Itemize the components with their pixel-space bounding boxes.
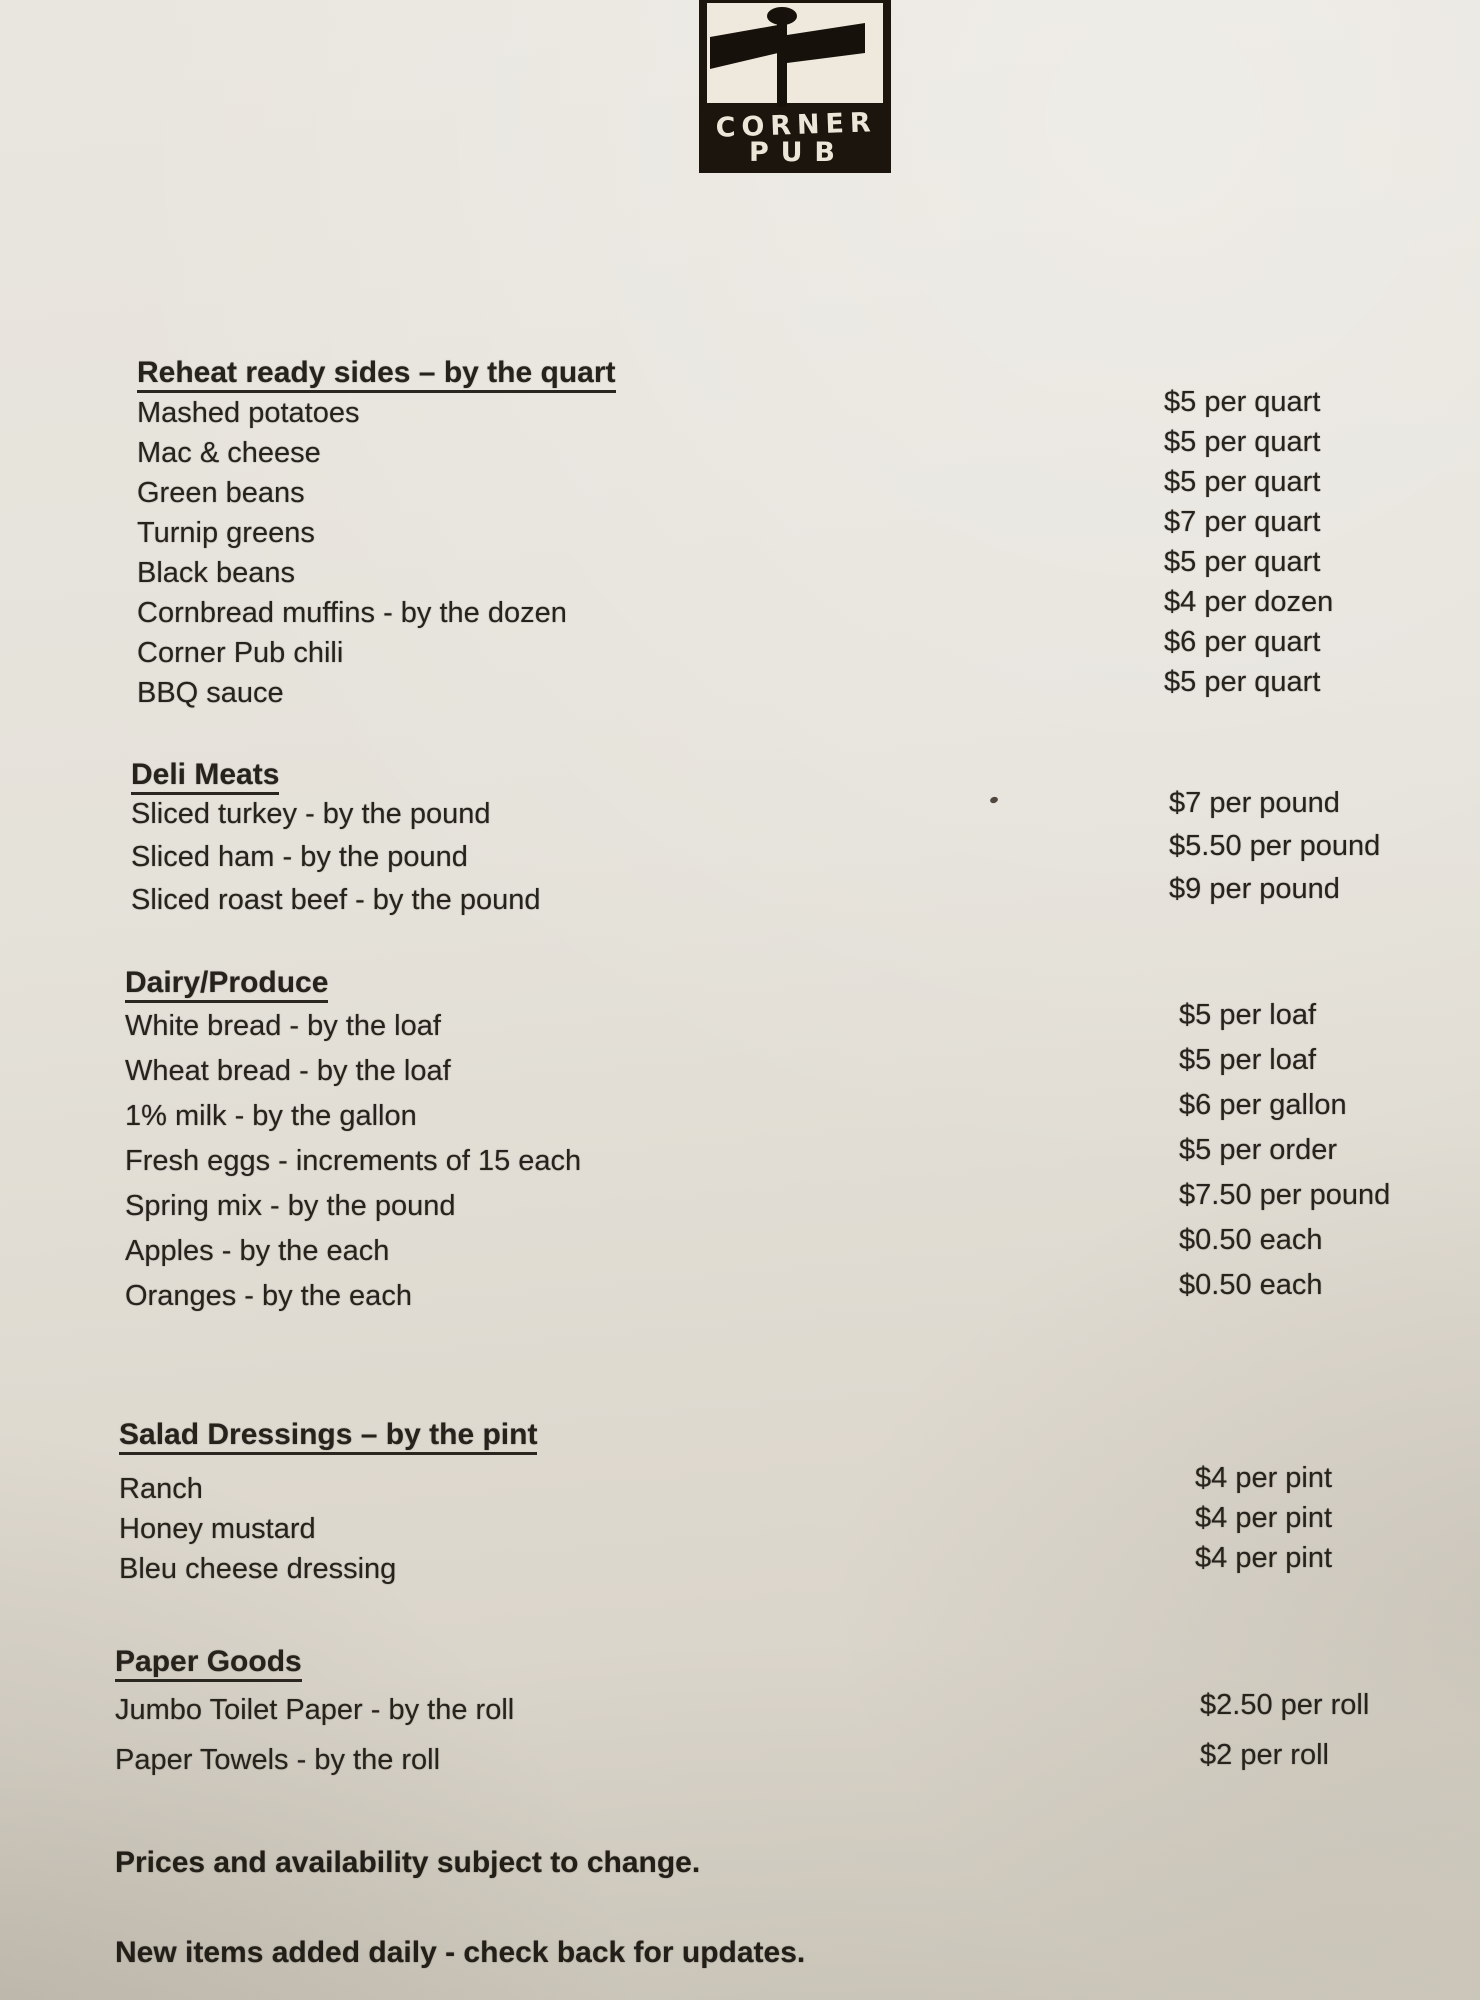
section-heading-text: Reheat ready sides – by the quart (137, 356, 616, 393)
item-name: Cornbread muffins - by the dozen (137, 597, 567, 629)
item-name: Mashed potatoes (137, 397, 360, 429)
item-name: Corner Pub chili (137, 637, 344, 669)
item-name: Sliced roast beef - by the pound (131, 884, 541, 916)
menu-item-row (0, 1689, 1480, 1744)
section-heading-text: Dairy/Produce (125, 966, 328, 1003)
item-price: $7.50 per pound (1179, 1179, 1391, 1211)
item-price: $7 per quart (1164, 506, 1321, 538)
item-price: $6 per quart (1164, 626, 1321, 658)
item-name: Spring mix - by the pound (125, 1190, 456, 1222)
menu-section (0, 356, 1480, 717)
item-name: BBQ sauce (137, 677, 284, 709)
section-heading-text: Deli Meats (131, 758, 279, 795)
item-name: Green beans (137, 477, 305, 509)
item-name: Black beans (137, 557, 295, 589)
menu-item-row (0, 1269, 1480, 1325)
logo-text-line1: CORNER (715, 107, 875, 144)
item-price: $4 per pint (1195, 1502, 1333, 1534)
item-name: Sliced ham - by the pound (131, 841, 468, 873)
section-heading-text: Salad Dressings – by the pint (119, 1418, 537, 1455)
item-name: Jumbo Toilet Paper - by the roll (115, 1694, 515, 1726)
item-price: $5.50 per pound (1169, 830, 1381, 862)
item-name: Paper Towels - by the roll (115, 1744, 441, 1776)
menu-item-row (0, 666, 1480, 717)
item-price: $2 per roll (1200, 1739, 1329, 1771)
item-price: $6 per gallon (1179, 1089, 1347, 1121)
item-price: $5 per quart (1164, 386, 1321, 418)
item-price: $5 per quart (1164, 466, 1321, 498)
menu-section (0, 966, 1480, 1325)
item-price: $4 per pint (1195, 1542, 1333, 1574)
menu-item-row (0, 873, 1480, 927)
menu-item-row (0, 1542, 1480, 1593)
section-heading-text: Paper Goods (115, 1645, 302, 1682)
item-price: $5 per quart (1164, 426, 1321, 458)
item-name: Apples - by the each (125, 1235, 390, 1267)
item-price: $5 per quart (1164, 546, 1321, 578)
footer-note-prices: Prices and availability subject to change. (115, 1846, 701, 1879)
item-name: Ranch (119, 1473, 203, 1505)
item-name: Bleu cheese dressing (119, 1553, 397, 1585)
item-price: $5 per loaf (1179, 999, 1317, 1031)
item-name: Fresh eggs - increments of 15 each (125, 1145, 582, 1177)
item-name: Turnip greens (137, 517, 315, 549)
menu-section (0, 1645, 1480, 1794)
menu-section (0, 1418, 1480, 1593)
item-price: $5 per quart (1164, 666, 1321, 698)
item-price: $5 per order (1179, 1134, 1337, 1166)
item-name: Wheat bread - by the loaf (125, 1055, 451, 1087)
menu-item-row (0, 1739, 1480, 1794)
item-name: Mac & cheese (137, 437, 321, 469)
item-price: $9 per pound (1169, 873, 1340, 905)
menu-section (0, 758, 1480, 927)
item-name: White bread - by the loaf (125, 1010, 441, 1042)
item-name: Sliced turkey - by the pound (131, 798, 491, 830)
item-price: $4 per pint (1195, 1462, 1333, 1494)
item-price: $0.50 each (1179, 1269, 1323, 1301)
section-heading (115, 1645, 1480, 1694)
item-name: 1% milk - by the gallon (125, 1100, 417, 1132)
item-price: $0.50 each (1179, 1224, 1323, 1256)
item-name: Honey mustard (119, 1513, 316, 1545)
item-price: $2.50 per roll (1200, 1689, 1370, 1721)
item-price: $4 per dozen (1164, 586, 1334, 618)
logo-text-line2: PUB (749, 137, 841, 168)
item-price: $5 per loaf (1179, 1044, 1317, 1076)
corner-pub-logo (699, 0, 891, 176)
item-price: $7 per pound (1169, 787, 1340, 819)
item-name: Oranges - by the each (125, 1280, 412, 1312)
footer-note-updates: New items added daily - check back for updates. (115, 1936, 806, 1969)
